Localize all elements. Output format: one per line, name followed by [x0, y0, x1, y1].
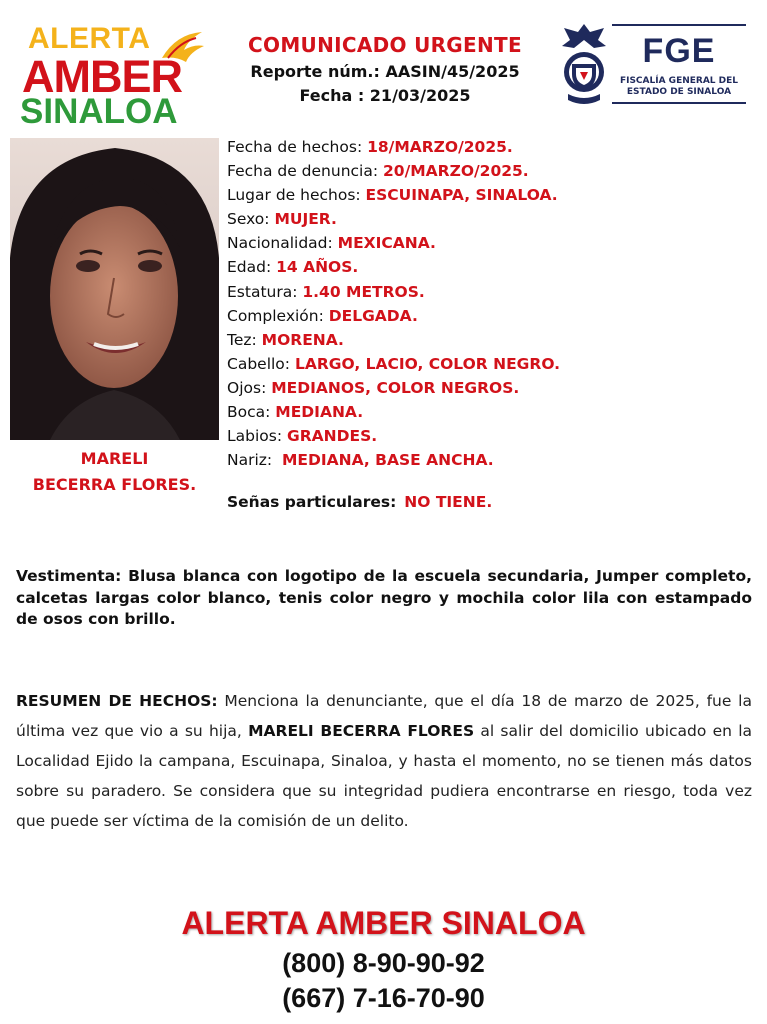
detail-value: MEDIANA.: [275, 403, 364, 422]
detail-label: Sexo:: [227, 210, 275, 229]
detail-value: DELGADA.: [328, 306, 418, 325]
clothing-description: Vestimenta: Blusa blanca con logotipo de la escuela secundaria, Jumper completo, calcetas largas color blanco, tenis color negro y mochila color lila con estampado de osos con brillo.: [16, 567, 752, 628]
distinguishing-marks: [227, 493, 492, 511]
bulletin-date: Fecha : 21/03/2025: [299, 86, 471, 105]
missing-person-photo: [10, 138, 219, 440]
detail-label: Cabello:: [227, 354, 295, 373]
agency-name-line2: ESTADO DE SINALOA: [626, 87, 732, 98]
agency-logo: [612, 24, 746, 104]
detail-label: Edad:: [227, 258, 277, 277]
detail-value: 1.40 METROS.: [302, 282, 425, 301]
footer-title: ALERTA AMBER SINALOA: [181, 905, 586, 941]
person-name-last: BECERRA FLORES.: [32, 475, 197, 494]
detail-sexo: [227, 207, 747, 231]
detail-label: Estatura:: [227, 282, 303, 301]
detail-edad: [227, 255, 747, 279]
detail-label: Tez:: [227, 330, 262, 349]
detail-label: Complexión:: [227, 306, 329, 325]
detail-value: GRANDES.: [287, 427, 378, 446]
senas-label: Señas particulares:: [227, 493, 397, 511]
detail-label: Fecha de hechos:: [227, 138, 368, 156]
detail-value: ESCUINAPA, SINALOA.: [365, 186, 558, 205]
summary-label: RESUMEN DE HECHOS:: [16, 692, 218, 710]
detail-value: 20/MARZO/2025.: [383, 162, 529, 181]
logo-sinaloa-text: SINALOA: [20, 92, 178, 131]
agency-name: [612, 76, 746, 99]
detail-label: Nacionalidad:: [227, 234, 338, 253]
logo-alerta-text: ALERTA: [28, 22, 151, 55]
detail-value: 14 AÑOS.: [276, 258, 359, 277]
summary-text-2: al salir del domicilio ubicado en la Localidad Ejido la campana, Escuinapa, Sinaloa, y hasta el momento, no se tienen más datos sobre su paradero. Se considera que su integridad pudiera encontrarse en riesgo, toda vez que puede ser víctima de la comisión de un delito.: [16, 722, 753, 830]
detail-value: MORENA.: [261, 330, 344, 349]
detail-value: LARGO, LACIO, COLOR NEGRO.: [294, 354, 561, 373]
detail-cabello: [227, 352, 747, 376]
phone-number-2: (667) 7-16-70-90: [282, 983, 485, 1013]
detail-fecha-hechos: [227, 135, 747, 159]
detail-label: Labios:: [227, 427, 287, 446]
state-emblem-icon: [560, 22, 608, 108]
details-list: [227, 135, 747, 472]
detail-fecha-denuncia: [227, 159, 747, 183]
report-number: Reporte núm.: AASIN/45/2025: [250, 62, 520, 81]
senas-value: NO TIENE.: [404, 493, 493, 511]
detail-lugar-hechos: [227, 183, 747, 207]
person-name-first: MARELI: [80, 449, 149, 468]
detail-label: Fecha de denuncia:: [227, 162, 383, 181]
summary-name: MARELI BECERRA FLORES: [248, 722, 475, 740]
detail-boca: [227, 400, 747, 424]
detail-value: MEDIANA, BASE ANCHA.: [281, 451, 494, 470]
phone-number-1: (800) 8-90-90-92: [282, 948, 485, 978]
detail-label: Nariz:: [227, 451, 282, 470]
detail-estatura: [227, 280, 747, 304]
detail-label: Ojos:: [227, 378, 272, 397]
detail-complexion: [227, 304, 747, 328]
detail-value: MEDIANOS, COLOR NEGROS.: [271, 378, 520, 397]
detail-tez: [227, 328, 747, 352]
detail-labios: [227, 424, 747, 448]
detail-value: MEXICANA.: [337, 234, 436, 253]
detail-label: Boca:: [227, 403, 276, 422]
summary-text-1: Menciona la denunciante, que el día 18 de marzo de 2025, fue la última vez que vio a su hija,: [16, 692, 752, 740]
agency-acronym: FGE: [642, 32, 716, 70]
bulletin-title: COMUNICADO URGENTE: [248, 33, 522, 57]
detail-nacionalidad: [227, 231, 747, 255]
case-summary: [16, 686, 752, 836]
detail-value: MUJER.: [274, 210, 337, 229]
detail-label: Lugar de hechos:: [227, 186, 366, 205]
detail-value: 18/MARZO/2025.: [367, 138, 513, 156]
detail-ojos: [227, 376, 747, 400]
detail-nariz: [227, 448, 747, 472]
logo-amber-text: AMBER: [22, 51, 182, 102]
agency-name-line1: FISCALÍA GENERAL DEL: [619, 76, 739, 86]
